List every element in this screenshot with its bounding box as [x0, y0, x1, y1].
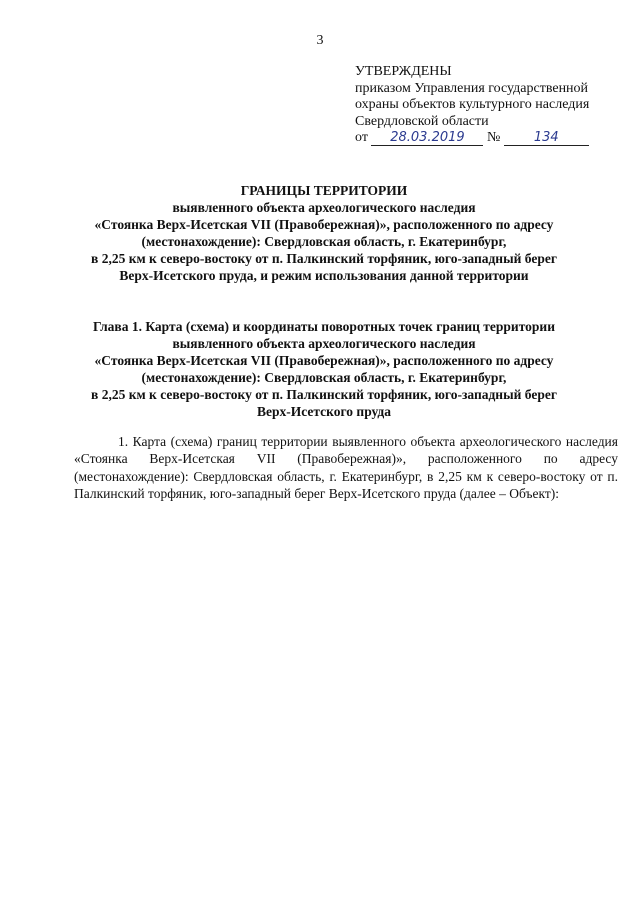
chapter-line-4: (местонахождение): Свердловская область, г. Екатеринбург,	[141, 370, 507, 385]
title-line-2: выявленного объекта археологического наследия	[172, 200, 476, 215]
number-label: №	[486, 130, 501, 145]
chapter-line-1: Глава 1. Карта (схема) и координаты поворотных точек границ территории	[93, 319, 555, 334]
approval-line-2: охраны объектов культурного наследия	[355, 97, 590, 112]
page-number: 3	[316, 33, 324, 48]
approval-line-1: приказом Управления государственной	[355, 80, 589, 96]
chapter-heading	[74, 318, 574, 420]
title-line-1: ГРАНИЦЫ ТЕРРИТОРИИ	[240, 183, 408, 198]
from-label: от	[355, 130, 368, 145]
chapter-line-5: в 2,25 км к северо-востоку от п. Палкинский торфяник, юго-западный берег	[91, 387, 557, 402]
order-number: 134	[504, 131, 589, 146]
title-line-6: Верх-Исетского пруда, и режим использования данной территории	[119, 268, 529, 283]
chapter-line-3: «Стоянка Верх-Исетская VII (Правобережная)», расположенного по адресу	[94, 353, 554, 368]
chapter-line-2: выявленного объекта археологического наследия	[172, 336, 476, 351]
body-paragraph-1: 1. Карта (схема) границ территории выявленного объекта археологического наследия «Стоянка Верх-Исетская VII (Правобережная)», расположенного по адресу (местонахождение): Свердловская область, г. Екатеринбург, в 2,25 км к северо-востоку от п. Палкинский торфяник, юго-западный берег Верх-Исетского пруда (далее – Объект):	[74, 434, 618, 501]
document-title	[74, 182, 574, 284]
approval-stamp	[355, 64, 635, 147]
approval-date-line	[355, 130, 635, 147]
approval-heading: УТВЕРЖДЕНЫ	[355, 64, 452, 79]
title-line-3: «Стоянка Верх-Исетская VII (Правобережная)», расположенного по адресу	[94, 217, 554, 232]
approval-line-3: Свердловской области	[355, 113, 489, 129]
title-line-4: (местонахождение): Свердловская область, г. Екатеринбург,	[141, 234, 507, 249]
order-date: 28.03.2019	[371, 131, 483, 146]
chapter-line-6: Верх-Исетского пруда	[256, 404, 392, 419]
title-line-5: в 2,25 км к северо-востоку от п. Палкинский торфяник, юго-западный берег	[91, 251, 557, 266]
